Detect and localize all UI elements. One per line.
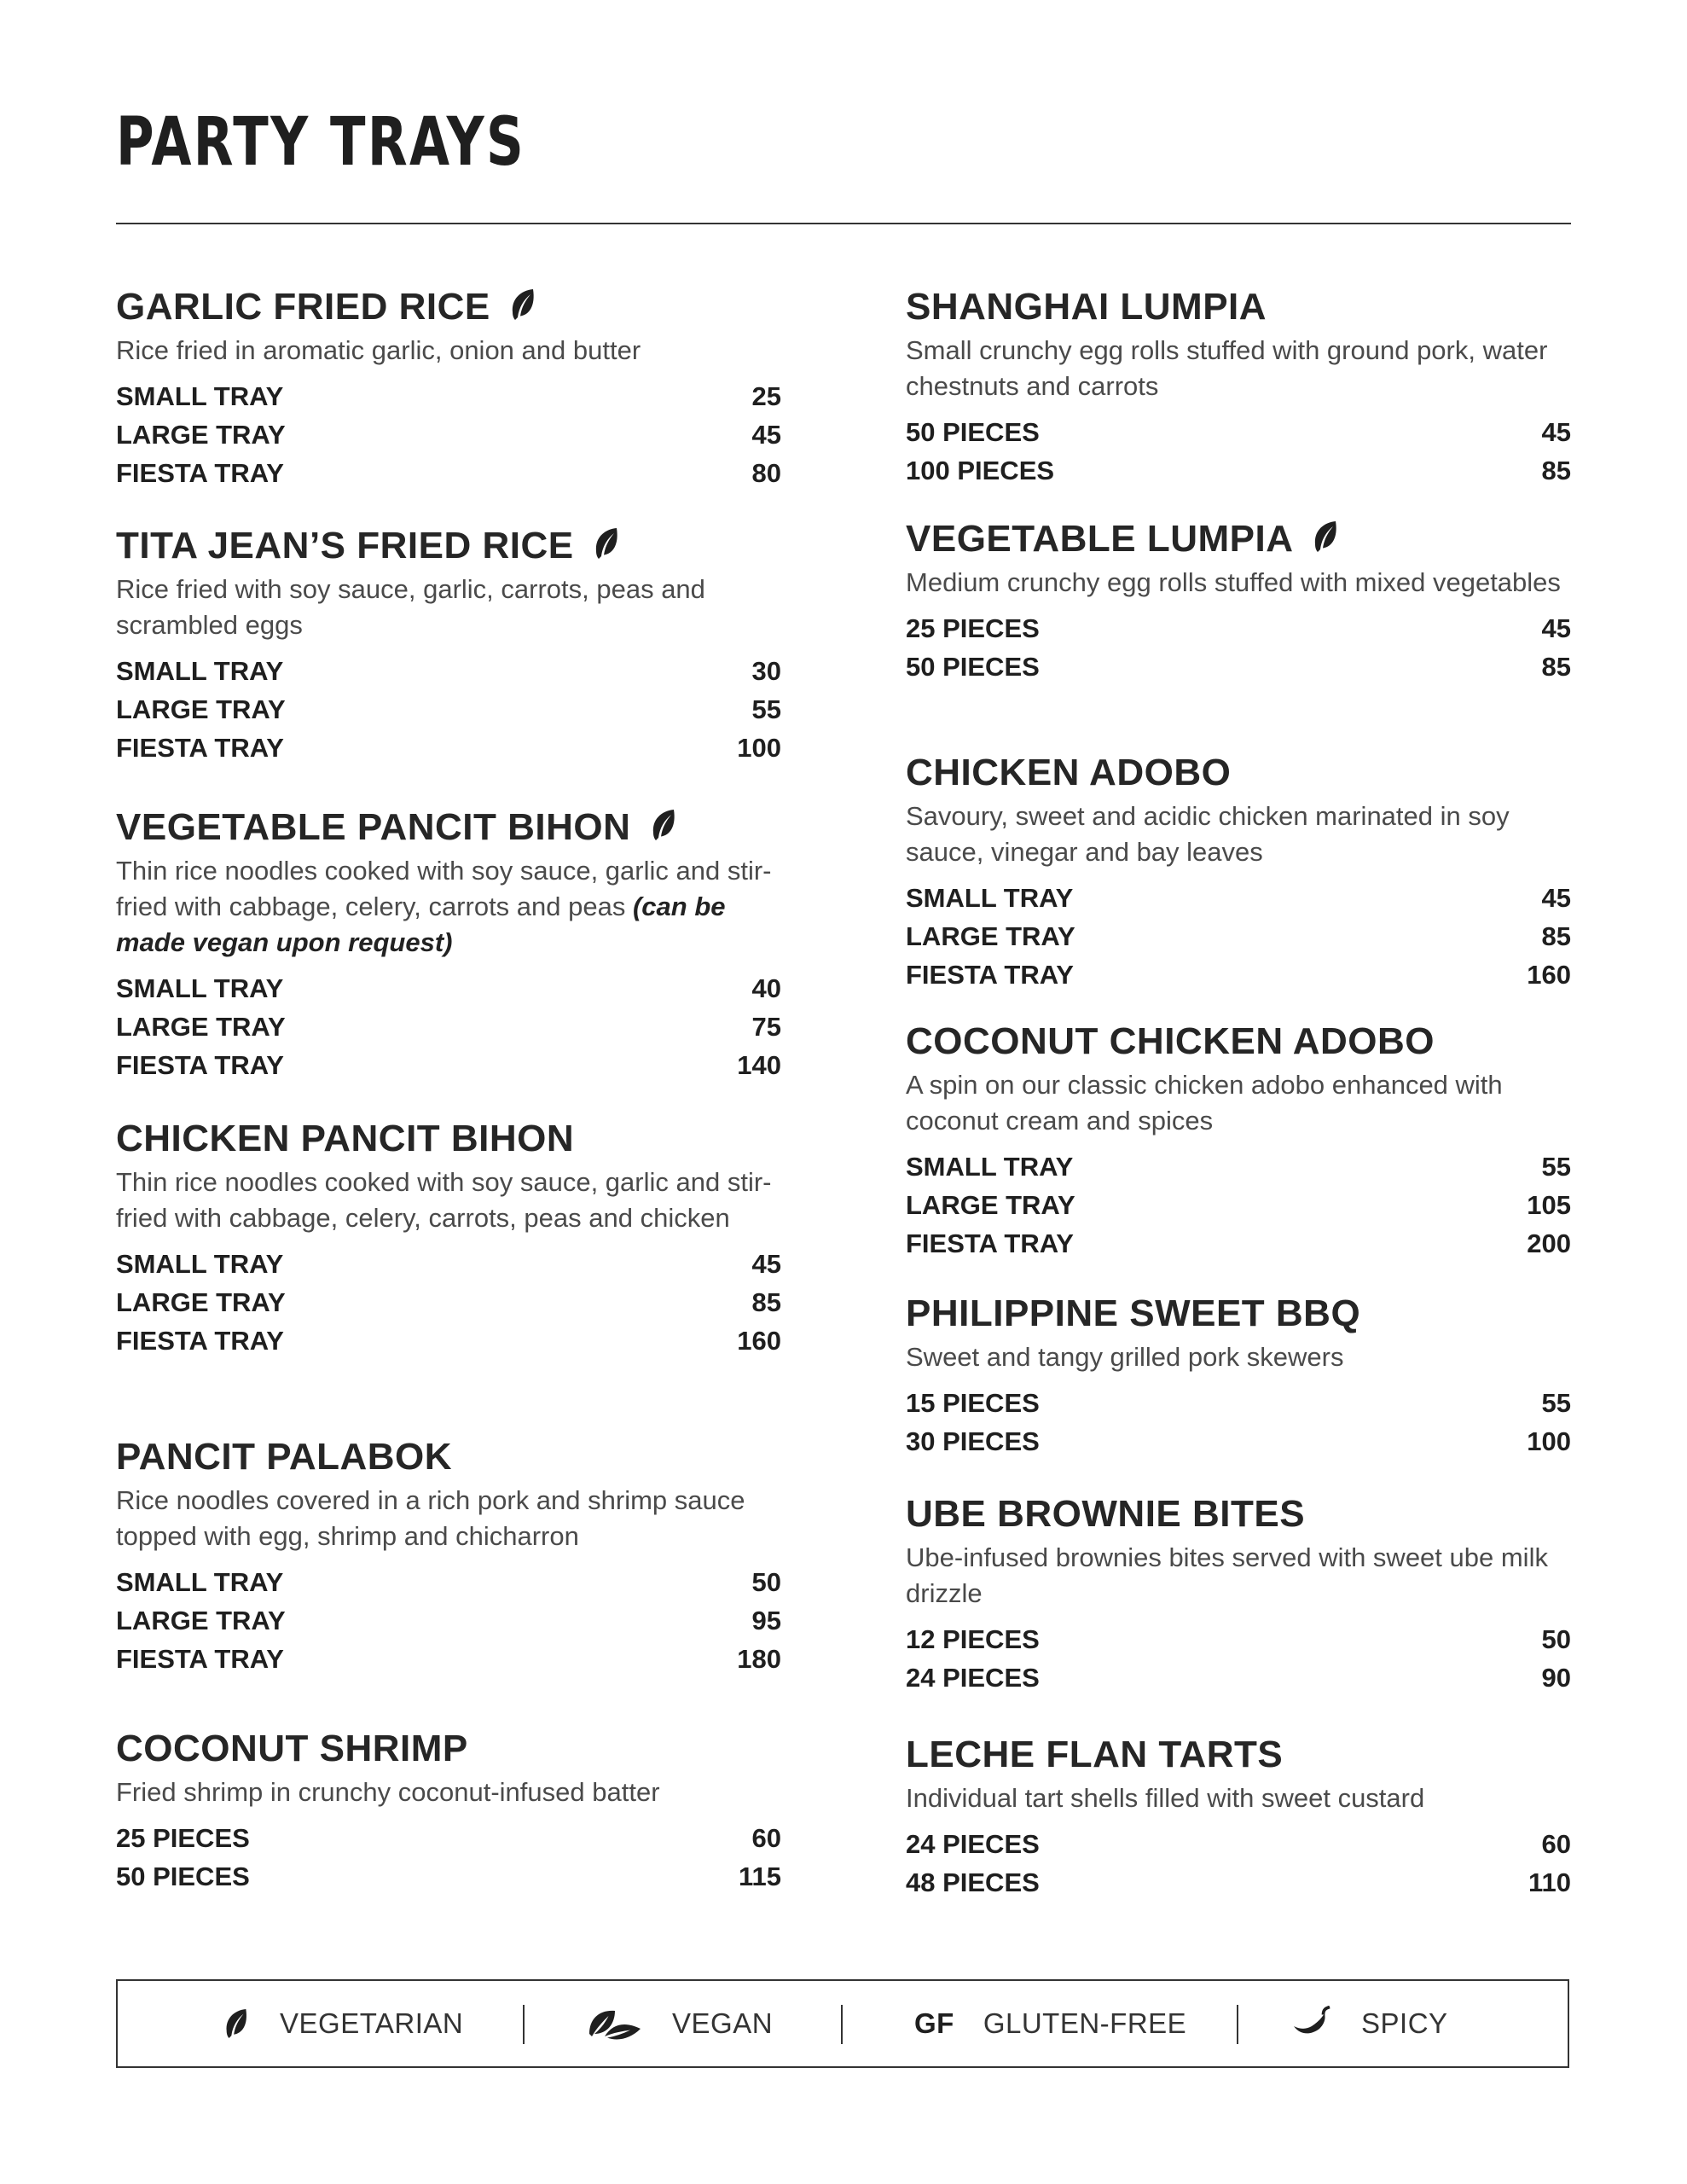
menu-item-description xyxy=(906,565,1571,601)
price-row xyxy=(116,1321,781,1360)
menu-item-name xyxy=(116,1432,781,1483)
menu-item xyxy=(906,1288,1571,1461)
price-row xyxy=(906,917,1571,956)
price-value: 85 xyxy=(751,1287,781,1317)
menu-item-note: (can be made vegan upon request) xyxy=(116,892,726,957)
menu-item-description-text: Rice fried in aromatic garlic, onion and butter xyxy=(116,335,641,365)
price-row xyxy=(116,652,781,690)
price-value: 60 xyxy=(1541,1829,1571,1859)
size-label: 48 PIECES xyxy=(906,1867,1040,1897)
size-label: FIESTA TRAY xyxy=(116,1644,284,1674)
legend-separator xyxy=(1237,2005,1238,2044)
menu-item-description xyxy=(906,1339,1571,1375)
menu-item-description-text: Individual tart shells filled with sweet custard xyxy=(906,1783,1425,1813)
menu-item-name xyxy=(116,1723,781,1774)
menu-item-description xyxy=(116,333,781,369)
size-label: FIESTA TRAY xyxy=(116,458,284,488)
price-value: 55 xyxy=(1541,1388,1571,1418)
menu-item-name xyxy=(116,520,781,572)
size-label: 30 PIECES xyxy=(906,1426,1040,1456)
leaf-icon xyxy=(222,2007,251,2041)
menu-item-name xyxy=(906,1489,1571,1540)
size-label: 50 PIECES xyxy=(906,652,1040,682)
menu-item-description-text: A spin on our classic chicken adobo enhanced with coconut cream and spices xyxy=(906,1070,1503,1136)
size-label: SMALL TRAY xyxy=(116,381,284,411)
price-row xyxy=(906,451,1571,490)
price-value: 45 xyxy=(751,420,781,450)
price-row xyxy=(906,956,1571,994)
price-row xyxy=(906,1422,1571,1461)
price-list xyxy=(116,1245,781,1360)
price-value: 90 xyxy=(1541,1663,1571,1693)
gf-icon: GF xyxy=(914,2007,954,2039)
price-row xyxy=(116,1857,781,1896)
size-label: 25 PIECES xyxy=(906,613,1040,643)
price-row xyxy=(116,1563,781,1601)
size-label: LARGE TRAY xyxy=(116,694,286,724)
size-label: 24 PIECES xyxy=(906,1829,1040,1859)
size-label: FIESTA TRAY xyxy=(116,1050,284,1080)
price-row xyxy=(116,1008,781,1046)
price-row xyxy=(116,377,781,415)
dietary-legend xyxy=(116,1979,1569,2068)
price-list xyxy=(116,969,781,1084)
price-row xyxy=(906,413,1571,451)
size-label: SMALL TRAY xyxy=(906,1152,1074,1182)
price-value: 75 xyxy=(751,1012,781,1042)
menu-item-description-text: Rice fried with soy sauce, garlic, carrots, peas and scrambled eggs xyxy=(116,574,705,640)
price-row xyxy=(906,1384,1571,1422)
size-label: 100 PIECES xyxy=(906,456,1055,485)
menu-item-description xyxy=(116,572,781,643)
price-row xyxy=(906,879,1571,917)
price-value: 40 xyxy=(751,973,781,1003)
price-value: 200 xyxy=(1527,1228,1571,1258)
price-value: 60 xyxy=(751,1823,781,1853)
menu-item-name xyxy=(906,282,1571,333)
menu-item-name-text: SHANGHAI LUMPIA xyxy=(906,286,1267,328)
menu-item-name xyxy=(116,802,781,853)
price-row xyxy=(116,690,781,729)
menu-item-description-text: Medium crunchy egg rolls stuffed with mixed vegetables xyxy=(906,567,1561,597)
price-row xyxy=(116,1640,781,1678)
price-value: 30 xyxy=(751,656,781,686)
vegetarian-leaf-icon xyxy=(490,286,539,328)
price-value: 180 xyxy=(737,1644,781,1674)
menu-item-description xyxy=(906,799,1571,870)
price-value: 85 xyxy=(1541,921,1571,951)
page-title: PARTY TRAYS xyxy=(116,104,526,181)
menu-item-description xyxy=(116,853,781,961)
price-value: 100 xyxy=(1527,1426,1571,1456)
price-value: 45 xyxy=(1541,613,1571,643)
price-value: 45 xyxy=(1541,417,1571,447)
menu-item xyxy=(116,1723,781,1896)
size-label: 50 PIECES xyxy=(906,417,1040,447)
legend-spicy xyxy=(1291,1981,1448,2066)
price-row xyxy=(116,969,781,1008)
legend-vegan xyxy=(587,1981,773,2066)
menu-item xyxy=(906,282,1571,490)
size-label: LARGE TRAY xyxy=(116,420,286,450)
menu-item-name xyxy=(906,1729,1571,1780)
price-row xyxy=(906,1863,1571,1902)
size-label: SMALL TRAY xyxy=(116,1249,284,1279)
menu-item-description-text: Thin rice noodles cooked with soy sauce, garlic and stir-fried with cabbage, celery, carrots, peas and chicken xyxy=(116,1167,772,1233)
menu-item-name-text: COCONUT CHICKEN ADOBO xyxy=(906,1020,1435,1062)
price-list xyxy=(906,1147,1571,1263)
legend-vegan-label: VEGAN xyxy=(672,2007,774,2039)
price-value: 85 xyxy=(1541,456,1571,485)
menu-item-name xyxy=(116,282,781,333)
two-leaves-icon xyxy=(587,2006,643,2042)
price-list xyxy=(906,1825,1571,1902)
price-list xyxy=(906,413,1571,490)
menu-item-name-text: LECHE FLAN TARTS xyxy=(906,1734,1284,1775)
price-value: 55 xyxy=(1541,1152,1571,1182)
price-row xyxy=(906,1224,1571,1263)
size-label: LARGE TRAY xyxy=(116,1012,286,1042)
menu-item-name xyxy=(116,1113,781,1165)
menu-item xyxy=(116,282,781,492)
menu-item-description xyxy=(906,1540,1571,1612)
price-row xyxy=(116,1819,781,1857)
price-list xyxy=(906,1620,1571,1697)
size-label: SMALL TRAY xyxy=(116,656,284,686)
size-label: 50 PIECES xyxy=(116,1862,250,1891)
menu-item-description-text: Sweet and tangy grilled pork skewers xyxy=(906,1342,1344,1372)
size-label: 25 PIECES xyxy=(116,1823,250,1853)
menu-item-name-text: PANCIT PALABOK xyxy=(116,1436,453,1478)
menu-item-description-text: Small crunchy egg rolls stuffed with ground pork, water chestnuts and carrots xyxy=(906,335,1548,401)
menu-item-name-text: VEGETABLE LUMPIA xyxy=(906,518,1292,560)
menu-item-name-text: COCONUT SHRIMP xyxy=(116,1728,468,1769)
menu-item-description xyxy=(906,333,1571,404)
menu-item xyxy=(116,1113,781,1360)
size-label: LARGE TRAY xyxy=(116,1287,286,1317)
price-value: 50 xyxy=(1541,1624,1571,1654)
price-row xyxy=(906,1658,1571,1697)
title-divider xyxy=(116,223,1571,224)
menu-item-name xyxy=(906,514,1571,565)
menu-item-name xyxy=(906,1288,1571,1339)
price-value: 110 xyxy=(1528,1867,1571,1897)
legend-vegetarian xyxy=(222,1981,463,2066)
menu-item-description xyxy=(906,1067,1571,1139)
size-label: FIESTA TRAY xyxy=(906,960,1074,990)
legend-spicy-label: SPICY xyxy=(1361,2007,1448,2039)
chili-pepper-icon xyxy=(1291,2006,1332,2042)
price-row xyxy=(116,1046,781,1084)
menu-item-name-text: PHILIPPINE SWEET BBQ xyxy=(906,1292,1361,1334)
vegetarian-leaf-icon xyxy=(630,806,679,848)
menu-item xyxy=(906,1016,1571,1263)
price-list xyxy=(116,652,781,767)
menu-item-name-text: CHICKEN PANCIT BIHON xyxy=(116,1118,575,1159)
price-row xyxy=(906,1147,1571,1186)
price-value: 80 xyxy=(751,458,781,488)
menu-item-description-text: Rice noodles covered in a rich pork and shrimp sauce topped with egg, shrimp and chicharron xyxy=(116,1485,745,1551)
menu-item-name-text: CHICKEN ADOBO xyxy=(906,752,1232,793)
price-value: 160 xyxy=(1527,960,1571,990)
price-list xyxy=(116,1819,781,1896)
price-row xyxy=(116,1601,781,1640)
menu-item-description-text: Ube-infused brownies bites served with sweet ube milk drizzle xyxy=(906,1542,1548,1608)
legend-separator xyxy=(841,2005,843,2044)
size-label: LARGE TRAY xyxy=(116,1606,286,1635)
price-row xyxy=(116,415,781,454)
size-label: FIESTA TRAY xyxy=(116,1326,284,1356)
menu-item xyxy=(116,1432,781,1678)
price-value: 25 xyxy=(751,381,781,411)
price-list xyxy=(116,1563,781,1678)
menu-item xyxy=(906,514,1571,686)
price-row xyxy=(906,648,1571,686)
price-value: 45 xyxy=(1541,883,1571,913)
menu-item xyxy=(906,747,1571,994)
vegetarian-leaf-icon xyxy=(1292,518,1341,560)
price-row xyxy=(906,1620,1571,1658)
price-row xyxy=(906,609,1571,648)
menu-item-name-text: VEGETABLE PANCIT BIHON xyxy=(116,806,631,848)
menu-item-description xyxy=(906,1780,1571,1816)
legend-separator xyxy=(523,2005,525,2044)
price-list xyxy=(906,1384,1571,1461)
price-value: 95 xyxy=(751,1606,781,1635)
size-label: FIESTA TRAY xyxy=(116,733,284,763)
price-value: 140 xyxy=(737,1050,781,1080)
price-list xyxy=(906,879,1571,994)
price-row xyxy=(906,1186,1571,1224)
size-label: LARGE TRAY xyxy=(906,921,1075,951)
price-row xyxy=(116,729,781,767)
price-row xyxy=(116,1283,781,1321)
size-label: LARGE TRAY xyxy=(906,1190,1075,1220)
size-label: 24 PIECES xyxy=(906,1663,1040,1693)
size-label: 12 PIECES xyxy=(906,1624,1040,1654)
price-value: 50 xyxy=(751,1567,781,1597)
price-list xyxy=(116,377,781,492)
menu-item-description-text: Thin rice noodles cooked with soy sauce, garlic and stir-fried with cabbage, celery, carrots and peas xyxy=(116,856,772,921)
menu-item xyxy=(906,1729,1571,1902)
vegetarian-leaf-icon xyxy=(574,525,623,566)
price-value: 55 xyxy=(751,694,781,724)
price-value: 85 xyxy=(1541,652,1571,682)
menu-item xyxy=(116,520,781,767)
price-value: 100 xyxy=(737,733,781,763)
menu-item xyxy=(906,1489,1571,1697)
price-list xyxy=(906,609,1571,686)
legend-gluten-free xyxy=(914,1981,1186,2066)
legend-gluten-free-label: GLUTEN-FREE xyxy=(983,2007,1187,2039)
menu-item-name-text: UBE BROWNIE BITES xyxy=(906,1493,1306,1535)
menu-item-description xyxy=(116,1774,781,1810)
menu-item-description xyxy=(116,1483,781,1554)
legend-vegetarian-label: VEGETARIAN xyxy=(280,2007,464,2039)
menu-item-name-text: TITA JEAN’S FRIED RICE xyxy=(116,525,574,566)
menu-item-name xyxy=(906,1016,1571,1067)
price-value: 105 xyxy=(1527,1190,1571,1220)
price-value: 160 xyxy=(737,1326,781,1356)
size-label: SMALL TRAY xyxy=(116,1567,284,1597)
price-value: 45 xyxy=(751,1249,781,1279)
menu-item-description-text: Fried shrimp in crunchy coconut-infused batter xyxy=(116,1777,660,1807)
menu-item-name xyxy=(906,747,1571,799)
price-row xyxy=(906,1825,1571,1863)
price-value: 115 xyxy=(738,1862,781,1891)
menu-item-name-text: GARLIC FRIED RICE xyxy=(116,286,490,328)
menu-item-description-text: Savoury, sweet and acidic chicken marinated in soy sauce, vinegar and bay leaves xyxy=(906,801,1510,867)
size-label: 15 PIECES xyxy=(906,1388,1040,1418)
menu-item xyxy=(116,802,781,1084)
price-row xyxy=(116,1245,781,1283)
size-label: FIESTA TRAY xyxy=(906,1228,1074,1258)
size-label: SMALL TRAY xyxy=(906,883,1074,913)
price-row xyxy=(116,454,781,492)
menu-item-description xyxy=(116,1165,781,1236)
size-label: SMALL TRAY xyxy=(116,973,284,1003)
